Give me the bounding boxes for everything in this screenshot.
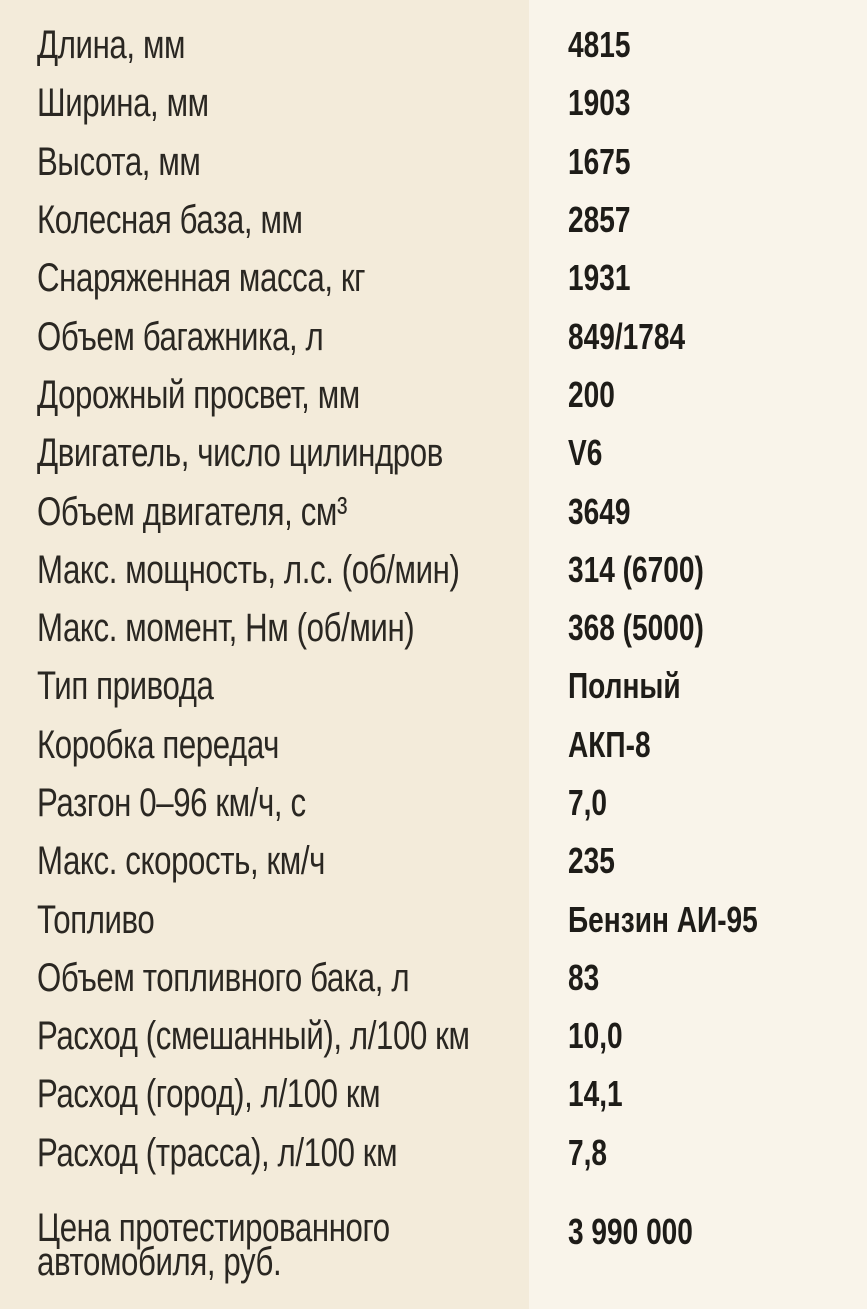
spec-value: 1931 [568,257,631,299]
spec-row [0,1124,867,1182]
spec-row [0,74,867,132]
spec-label: Длина, мм [37,23,186,68]
spec-row [0,424,867,482]
spec-value: 83 [568,956,600,998]
spec-label: Топливо [37,897,155,942]
spec-label: Расход (смешанный), л/100 км [37,1014,470,1059]
spec-row [0,949,867,1007]
spec-value: 235 [568,840,615,882]
spec-value: 849/1784 [568,315,686,357]
spec-label: Расход (трасса), л/100 км [37,1130,398,1175]
spec-label: Тип привода [37,664,214,709]
spec-value: 4815 [568,24,631,66]
spec-row [0,657,867,715]
spec-row [0,16,867,74]
spec-value: Бензин АИ-95 [568,898,758,940]
spec-label: Макс. скорость, км/ч [37,839,325,884]
spec-value: 10,0 [568,1015,623,1057]
spec-label: Ширина, мм [37,81,209,126]
spec-label: Объем топливного бака, л [37,955,410,1000]
spec-row [0,191,867,249]
spec-row [0,599,867,657]
spec-row [0,1007,867,1065]
spec-label: Коробка передач [37,722,280,767]
spec-row [0,890,867,948]
spec-label: Разгон 0–96 км/ч, с [37,781,306,825]
spec-row [0,541,867,599]
spec-value: 314 (6700) [568,548,704,590]
spec-label: Объем багажника, л [37,314,324,359]
spec-value: 2857 [568,199,631,241]
spec-value: 3 990 000 [568,1211,693,1253]
spec-row [0,482,867,540]
spec-value: 200 [568,373,615,415]
spec-row [0,249,867,307]
spec-row [0,133,867,191]
spec-value: 3649 [568,490,631,532]
spec-row [0,307,867,365]
spec-label: Расход (город), л/100 км [37,1072,381,1117]
spec-label: Высота, мм [37,139,201,184]
spec-value: V6 [568,432,603,474]
spec-row [0,716,867,774]
spec-value: 368 (5000) [568,607,704,649]
spec-label: Дорожный просвет, мм [37,372,360,417]
spec-row [0,832,867,890]
spec-label: Макс. мощность, л.с. (об/мин) [37,547,460,592]
spec-value: Полный [568,665,681,707]
spec-row [0,366,867,424]
spec-label: Макс. момент, Нм (об/мин) [37,606,415,651]
spec-value: АКП-8 [568,723,651,765]
spec-label: Цена протестированного автомобиля, руб. [37,1206,390,1285]
spec-row [0,774,867,832]
spec-value: 7,8 [568,1131,608,1173]
spec-label: Объем двигателя, см³ [37,489,347,534]
spec-value: 14,1 [568,1073,623,1115]
spec-value: 1903 [568,82,631,124]
spec-label: Снаряженная масса, кг [37,256,366,301]
spec-label: Двигатель, число цилиндров [37,431,443,476]
spec-label: Колесная база, мм [37,198,303,243]
spec-value: 1675 [568,140,631,182]
spec-value: 7,0 [568,782,608,823]
spec-row [0,1065,867,1123]
spec-row [0,1182,867,1309]
